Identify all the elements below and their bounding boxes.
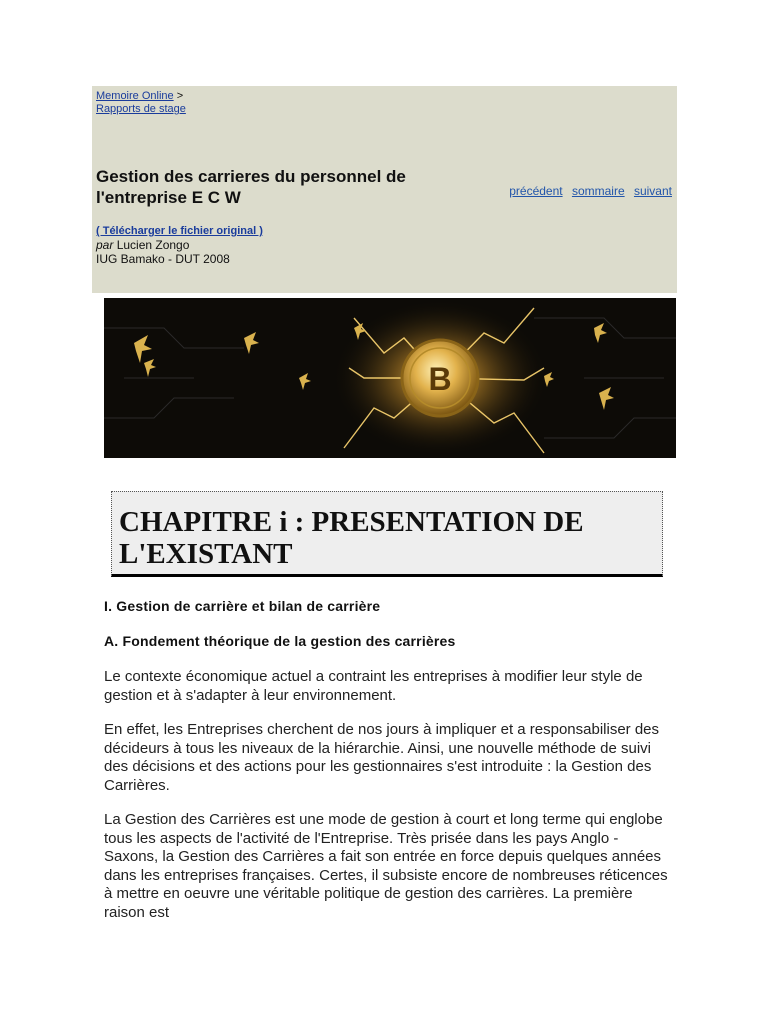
paragraph: Le contexte économique actuel a contraint les entreprises à modifier leur style de gestion et à s'adapter à leur environnement. — [104, 668, 643, 704]
breadcrumb — [96, 90, 186, 116]
chapter-title: CHAPITRE i : PRESENTATION DE L'EXISTANT — [119, 506, 584, 570]
document-header — [92, 86, 677, 293]
subsection-heading: A. Fondement théorique de la gestion des carrières — [104, 633, 456, 649]
breadcrumb-home-link[interactable]: Memoire Online — [96, 90, 174, 102]
svg-text:B: B — [428, 361, 452, 397]
institution: IUG Bamako - DUT 2008 — [96, 252, 230, 266]
page-navigation — [503, 184, 672, 198]
chapter-heading-box — [111, 491, 663, 577]
section-heading: I. Gestion de carrière et bilan de carrière — [104, 598, 381, 614]
author-name: Lucien Zongo — [116, 238, 190, 252]
download-link[interactable]: ( Télécharger le fichier original ) — [96, 225, 263, 237]
previous-link[interactable]: précédent — [509, 184, 563, 198]
paragraph: En effet, les Entreprises cherchent de nos jours à impliquer et a responsabiliser des décideurs à tous les niveaux de la hiérarchie. Ainsi, une nouvelle méthode de suivi des décisions et des actions pour les gestionnaires s'est introduite : la Gestion des Carrières. — [104, 721, 660, 794]
advertisement-banner[interactable] — [104, 298, 676, 458]
breadcrumb-section-link[interactable]: Rapports de stage — [96, 103, 186, 115]
document-title: Gestion des carrieres du personnel de l'entreprise E C W — [96, 167, 406, 207]
banner-illustration — [104, 298, 676, 458]
document-meta — [96, 223, 263, 266]
paragraph: La Gestion des Carrières est une mode de gestion à court et long terme qui englobe tous les aspects de l'activité de l'Entreprise. Très prisée dans les pays Anglo - Saxons, la Gestion des Carrières a fait son entrée en force depuis quelques années dans les entreprises françaises. Certes, il subsiste encore de nombreuses réticences à mettre en oeuvre une véritable politique de gestion des carrières. La première raison est — [104, 811, 668, 921]
breadcrumb-separator: > — [176, 90, 184, 102]
summary-link[interactable]: sommaire — [571, 184, 625, 198]
author-prefix: par — [96, 238, 114, 252]
next-link[interactable]: suivant — [633, 184, 672, 198]
document-body — [104, 598, 674, 938]
